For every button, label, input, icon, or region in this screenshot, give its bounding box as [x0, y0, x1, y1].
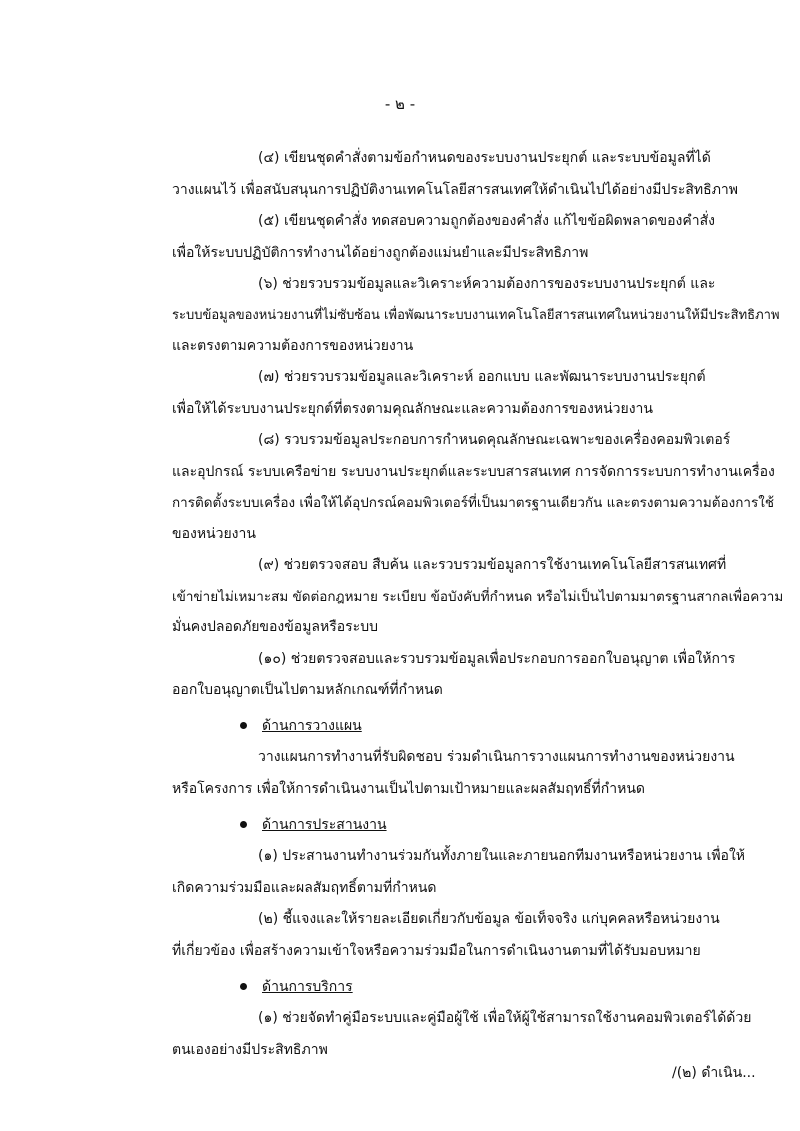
- section-heading-label: ด้านการประสานงาน: [262, 817, 387, 833]
- paragraph-line: ของหน่วยงาน: [172, 526, 256, 542]
- paragraph-line: ระบบข้อมูลของหน่วยงานที่ไม่ซับซ้อน เพื่อพัฒนาระบบงานเทคโนโลยีสารสนเทศในหน่วยงานให้มีประสิทธิภาพ: [172, 308, 780, 323]
- section-heading-label: ด้านการวางแผน: [262, 718, 362, 734]
- paragraph-line: (๘) รวบรวมข้อมูลประกอบการกำหนดคุณลักษณะเฉพาะของเครื่องคอมพิวเตอร์: [258, 432, 731, 448]
- section-heading-label: ด้านการบริการ: [262, 979, 353, 995]
- bullet-icon: [240, 821, 247, 828]
- continuation-footer: /(๒) ดำเนิน...: [672, 1065, 756, 1081]
- paragraph-line: หรือโครงการ เพื่อให้การดำเนินงานเป็นไปตามเป้าหมายและผลสัมฤทธิ์ที่กำหนด: [172, 781, 645, 797]
- paragraph-line: วางแผนไว้ เพื่อสนับสนุนการปฏิบัติงานเทคโนโลยีสารสนเทศให้ดำเนินไปได้อย่างมีประสิทธิภาพ: [172, 182, 739, 198]
- paragraph-line: เกิดความร่วมมือและผลสัมฤทธิ์ตามที่กำหนด: [172, 880, 437, 896]
- paragraph-line: วางแผนการทำงานที่รับผิดชอบ ร่วมดำเนินการวางแผนการทำงานของหน่วยงาน: [258, 749, 735, 765]
- paragraph-line: (๑๐) ช่วยตรวจสอบและรวบรวมข้อมูลเพื่อประกอบการออกใบอนุญาต เพื่อให้การ: [258, 651, 736, 667]
- paragraph-line: (๒) ชี้แจงและให้รายละเอียดเกี่ยวกับข้อมูล ข้อเท็จจริง แก่บุคคลหรือหน่วยงาน: [258, 911, 720, 927]
- section-heading-coordination: [240, 815, 387, 835]
- paragraph-line: เพื่อให้ระบบปฏิบัติการทำงานได้อย่างถูกต้องแม่นยำและมีประสิทธิภาพ: [172, 245, 589, 261]
- paragraph-line: (๕) เขียนชุดคำสั่ง ทดสอบความถูกต้องของคำสั่ง แก้ไขข้อผิดพลาดของคำสั่ง: [258, 213, 715, 229]
- bullet-icon: [240, 722, 247, 729]
- paragraph-line: (๖) ช่วยรวบรวมข้อมูลและวิเคราะห์ความต้องการของระบบงานประยุกต์ และ: [258, 276, 716, 292]
- paragraph-line: (๑) ช่วยจัดทำคู่มือระบบและคู่มือผู้ใช้ เพื่อให้ผู้ใช้สามารถใช้งานคอมพิวเตอร์ได้ด้วย: [258, 1010, 752, 1026]
- paragraph-line: ออกใบอนุญาตเป็นไปตามหลักเกณฑ์ที่กำหนด: [172, 682, 443, 698]
- paragraph-line: การติดตั้งระบบเครื่อง เพื่อให้ได้อุปกรณ์คอมพิวเตอร์ที่เป็นมาตรฐานเดียวกัน และตรงตามความต้องการใช้: [172, 495, 775, 511]
- page-number: - ๒ -: [384, 95, 416, 113]
- paragraph-line: และตรงตามความต้องการของหน่วยงาน: [172, 338, 414, 354]
- bullet-icon: [240, 983, 247, 990]
- paragraph-line: มั่นคงปลอดภัยของข้อมูลหรือระบบ: [172, 619, 378, 635]
- paragraph-line: (๔) เขียนชุดคำสั่งตามข้อกำหนดของระบบงานประยุกต์ และระบบข้อมูลที่ได้: [258, 150, 711, 166]
- paragraph-line: ที่เกี่ยวข้อง เพื่อสร้างความเข้าใจหรือความร่วมมือในการดำเนินงานตามที่ได้รับมอบหมาย: [172, 943, 701, 959]
- section-heading-planning: [240, 716, 362, 736]
- paragraph-line: และอุปกรณ์ ระบบเครือข่าย ระบบงานประยุกต์และระบบสารสนเทศ การจัดการระบบการทำงานเครื่อง: [172, 464, 775, 480]
- paragraph-line: เข้าข่ายไม่เหมาะสม ขัดต่อกฎหมาย ระเบียบ ข้อบังคับที่กำหนด หรือไม่เป็นไปตามมาตรฐานสากลเพื่อความ: [172, 589, 784, 605]
- paragraph-line: เพื่อให้ได้ระบบงานประยุกต์ที่ตรงตามคุณลักษณะและความต้องการของหน่วยงาน: [172, 401, 653, 417]
- paragraph-line: ตนเองอย่างมีประสิทธิภาพ: [172, 1042, 328, 1058]
- section-heading-service: [240, 977, 353, 997]
- paragraph-line: (๑) ประสานงานทำงานร่วมกันทั้งภายในและภายนอกทีมงานหรือหน่วยงาน เพื่อให้: [258, 848, 746, 864]
- paragraph-line: (๙) ช่วยตรวจสอบ สืบค้น และรวบรวมข้อมูลการใช้งานเทคโนโลยีสารสนเทศที่: [258, 557, 727, 573]
- paragraph-line: (๗) ช่วยรวบรวมข้อมูลและวิเคราะห์ ออกแบบ และพัฒนาระบบงานประยุกต์: [258, 369, 706, 385]
